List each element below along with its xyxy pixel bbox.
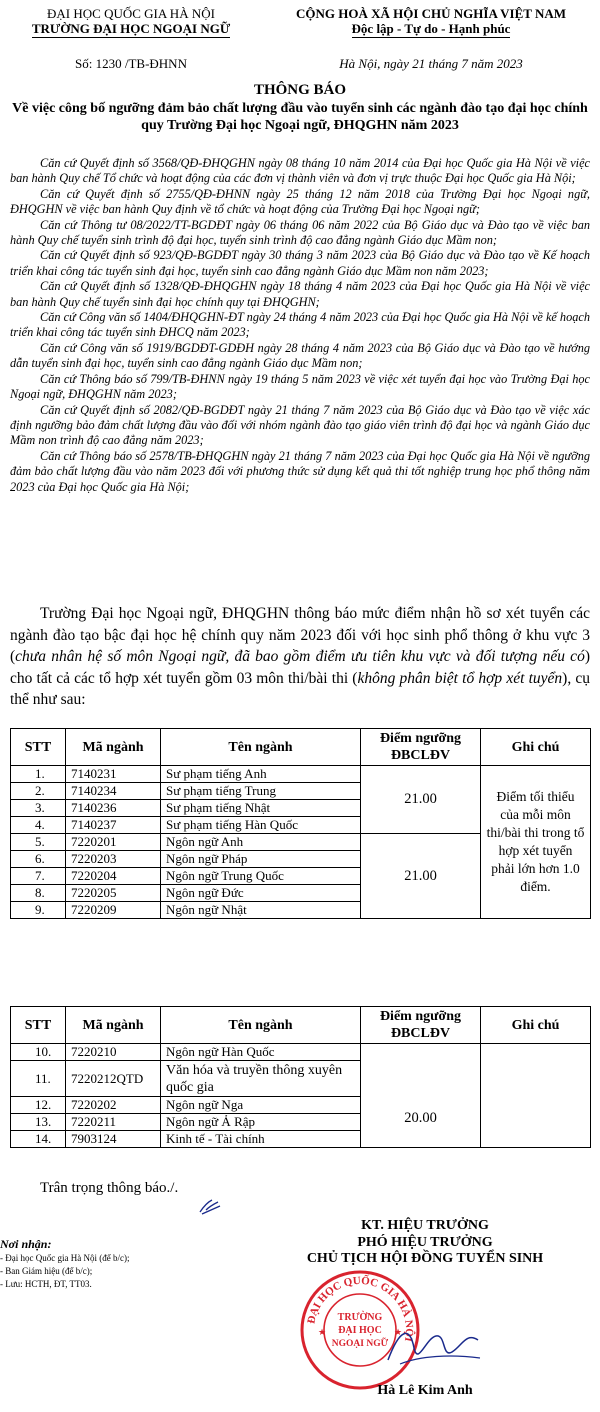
- table-row: 5. 7220201 Ngôn ngữ Anh 21.00: [11, 834, 591, 851]
- issuer-block: [0, 6, 262, 38]
- recipient-item: - Ban Giám hiệu (để b/c);: [0, 1266, 93, 1276]
- legal-basis-item: Căn cứ Công văn số 1919/BGDĐT-GDĐH ngày 28 tháng 4 năm 2023 của Bộ Giáo dục và Đào tạo về hướng dẫn tuyển sinh đại học, tuyển sinh cao đẳng ngành Giáo dục Mầm non;: [10, 340, 590, 371]
- recipients-list: [0, 1252, 129, 1291]
- table-row: 8. 7220205 Ngôn ngữ Đức: [11, 885, 591, 902]
- table-row: 10. 7220210 Ngôn ngữ Hàn Quốc 20.00: [11, 1044, 591, 1061]
- svg-text:★: ★: [394, 1328, 403, 1338]
- table-note: Điểm tối thiểu của mỗi môn thi/bài thi trong tổ hợp xét tuyển phải lớn hơn 1.0 điểm.: [481, 766, 591, 919]
- intro-text: ) cho tất cả các tổ hợp xét tuyển gồm 03 môn thi/bài thi (: [10, 648, 590, 687]
- threshold-score: 21.00: [361, 766, 481, 834]
- legal-basis-item: Căn cứ Quyết định số 2082/QĐ-BGDĐT ngày 21 tháng 7 năm 2023 của Bộ Giáo dục và Đào tạo về việc xác định ngưỡng bảo đảm chất lượng đầu vào đối với nhóm ngành đào tạo giáo viên trình độ đại học và ngành Giáo dục Mầm non trình độ cao đẳng năm 2023;: [10, 402, 590, 448]
- legal-basis-item: Căn cứ Công văn số 1404/ĐHQGHN-ĐT ngày 24 tháng 4 năm 2023 của Đại học Quốc gia Hà Nội về kế hoạch triển khai công tác tuyển sinh ĐHCQ năm 2023;: [10, 310, 590, 340]
- table-row: 11. 7220212QTD Văn hóa và truyền thông xuyên quốc gia: [11, 1061, 591, 1097]
- legal-basis-item: Căn cứ Thông tư 08/2022/TT-BGDĐT ngày 06 tháng 06 năm 2022 của Bộ Giáo dục và Đào tạo về việc ban hành Quy chế tuyển sinh trình độ đại học, tuyển sinh trình độ cao đẳng ngành Giáo dục Mầm non;: [10, 217, 590, 248]
- col-header-name: Tên ngành: [161, 1007, 361, 1044]
- table-row: 12. 7220202 Ngôn ngữ Nga: [11, 1097, 591, 1114]
- national-motto: Độc lập - Tự do - Hạnh phúc: [351, 21, 511, 36]
- table-row: 3. 7140236 Sư phạm tiếng Nhật: [11, 800, 591, 817]
- place-and-date: Hà Nội, ngày 21 tháng 7 năm 2023: [339, 56, 523, 71]
- table-row: 4. 7140237 Sư phạm tiếng Hàn Quốc: [11, 817, 591, 834]
- table-header-row: [11, 1007, 591, 1044]
- table-row: 13. 7220211 Ngôn ngữ Ả Rập: [11, 1114, 591, 1131]
- col-header-threshold: Điểm ngưỡng ĐBCLĐV: [361, 1007, 481, 1044]
- col-header-stt: STT: [11, 1007, 66, 1044]
- threshold-score: 21.00: [361, 834, 481, 919]
- closing-text: Trân trọng thông báo./.: [40, 1180, 179, 1196]
- table-row: 1. 7140231 Sư phạm tiếng Anh 21.00 Điểm tối thiểu của mỗi môn thi/bài thi trong tổ hợp xét tuyển phải lớn hơn 1.0 điểm.: [11, 766, 591, 783]
- signature-block: [250, 1218, 600, 1268]
- intro-italic-note: không phân biệt tổ hợp xét tuyển: [357, 669, 563, 687]
- table-header-row: [11, 729, 591, 766]
- document-title: THÔNG BÁO: [253, 82, 347, 98]
- seal-text: NGOẠI NGỮ: [331, 1339, 389, 1349]
- parent-organization: ĐẠI HỌC QUỐC GIA HÀ NỘI: [47, 6, 215, 21]
- announcement-paragraph: [10, 603, 590, 711]
- intro-text: Trường Đại học Ngoại ngữ, ĐHQGHN thông báo mức điểm nhận hồ sơ xét tuyển các ngành đào tạo bậc đại học hệ chính quy năm 2023 đối với học sinh phổ thông ở khu vực 3 (: [10, 605, 590, 665]
- legal-basis-item: Căn cứ Quyết định số 923/QĐ-BGDĐT ngày 30 tháng 3 năm 2023 của Bộ Giáo dục và Đào tạo về Kế hoạch triển khai công tác tuyển sinh đại học, tuyển sinh cao đẳng ngành Giáo dục Mầm non năm 2023;: [10, 248, 590, 278]
- legal-basis-list: [10, 156, 590, 495]
- col-header-stt: STT: [11, 729, 66, 766]
- table-note: [481, 1044, 591, 1148]
- table-row: 2. 7140234 Sư phạm tiếng Trung: [11, 783, 591, 800]
- legal-basis-item: Căn cứ Quyết định số 2755/QĐ-ĐHNN ngày 25 tháng 12 năm 2018 của Trường Đại học Ngoại ngữ, ĐHQGHN về việc ban hành Quy định về tổ chức và hoạt động của Trường Đại học Ngoại ngữ;: [10, 186, 590, 217]
- svg-text:ĐẠI HỌC QUỐC GIA HÀ NỘI: ĐẠI HỌC QUỐC GIA HÀ NỘI: [305, 1274, 416, 1343]
- threshold-table-1: [10, 728, 591, 919]
- recipients-title: Nơi nhận:: [0, 1237, 52, 1251]
- legal-basis-item: Căn cứ Thông báo số 799/TB-ĐHNN ngày 19 tháng 5 năm 2023 về việc xét tuyển đại học vào Trường Đại học Ngoại ngữ, ĐHQGHN năm 2023;: [10, 371, 590, 402]
- seal-text: TRƯỜNG: [337, 1312, 383, 1323]
- col-header-name: Tên ngành: [161, 729, 361, 766]
- recipient-item: - Đại học Quốc gia Hà Nội (để b/c);: [0, 1253, 130, 1263]
- organization-name: TRƯỜNG ĐẠI HỌC NGOẠI NGỮ: [31, 21, 231, 36]
- signatory-title: PHÓ HIỆU TRƯỞNG: [357, 1234, 493, 1250]
- seal-text: ĐẠI HỌC: [338, 1325, 382, 1336]
- signer-name: Hà Lê Kim Anh: [377, 1383, 473, 1398]
- table-row: 14. 7903124 Kinh tế - Tài chính: [11, 1131, 591, 1148]
- recipient-item: - Lưu: HCTH, ĐT, TT03.: [0, 1279, 92, 1289]
- legal-basis-item: Căn cứ Quyết định số 1328/QĐ-ĐHQGHN ngày 18 tháng 4 năm 2023 của Đại học Quốc gia Hà Nội về việc ban hành Quy chế tuyển sinh đại học chính quy tại ĐHQGHN;: [10, 279, 590, 309]
- signatory-title: KT. HIỆU TRƯỞNG: [361, 1218, 489, 1233]
- legal-basis-item: Căn cứ Thông báo số 2578/TB-ĐHQGHN ngày 21 tháng 7 năm 2023 của Đại học Quốc gia Hà Nội về ngưỡng đảm bảo chất lượng đầu vào năm 2023 đối với phương thức sử dụng kết quả thi tốt nghiệp trung học phổ thông năm 2023 của Đại học Quốc gia Hà Nội;: [10, 448, 590, 494]
- national-heading: [262, 6, 600, 38]
- table-row: 6. 7220203 Ngôn ngữ Pháp: [11, 851, 591, 868]
- document-number: Số: 1230 /TB-ĐHNN: [75, 56, 187, 71]
- intro-text: ), cụ thể như sau:: [10, 669, 591, 708]
- threshold-score: 20.00: [361, 1044, 481, 1148]
- country-name: CỘNG HOÀ XÃ HỘI CHỦ NGHĨA VIỆT NAM: [295, 6, 567, 21]
- col-header-note: Ghi chú: [481, 729, 591, 766]
- svg-text:★: ★: [318, 1328, 327, 1338]
- col-header-threshold: Điểm ngưỡng ĐBCLĐV: [361, 729, 481, 766]
- intro-italic-note: chưa nhân hệ số môn Ngoại ngữ, đã bao gồm điểm ưu tiên khu vực và đối tượng nếu có: [15, 648, 585, 665]
- threshold-table-2: [10, 1006, 591, 1148]
- col-header-code: Mã ngành: [66, 729, 161, 766]
- col-header-note: Ghi chú: [481, 1007, 591, 1044]
- signatory-title: CHỦ TỊCH HỘI ĐỒNG TUYỂN SINH: [306, 1251, 544, 1266]
- table-row: 9. 7220209 Ngôn ngữ Nhật: [11, 902, 591, 919]
- legal-basis-item: Căn cứ Quyết định số 3568/QĐ-ĐHQGHN ngày 08 tháng 10 năm 2014 của Đại học Quốc gia Hà Nội về việc ban hành Quy chế Tổ chức và hoạt động của các đơn vị thành viên và đơn vị trực thuộc Đại học Quốc gia Hà Nội;: [10, 156, 590, 186]
- col-header-code: Mã ngành: [66, 1007, 161, 1044]
- handwritten-signature: [380, 1318, 490, 1376]
- initial-mark: [196, 1196, 226, 1218]
- document-subtitle: Về việc công bố ngưỡng đảm bảo chất lượng đầu vào tuyển sinh các ngành đào tạo đại học chính quy Trường Đại học Ngoại ngữ, ĐHQGHN năm 2023: [12, 101, 588, 133]
- table-row: 7. 7220204 Ngôn ngữ Trung Quốc: [11, 868, 591, 885]
